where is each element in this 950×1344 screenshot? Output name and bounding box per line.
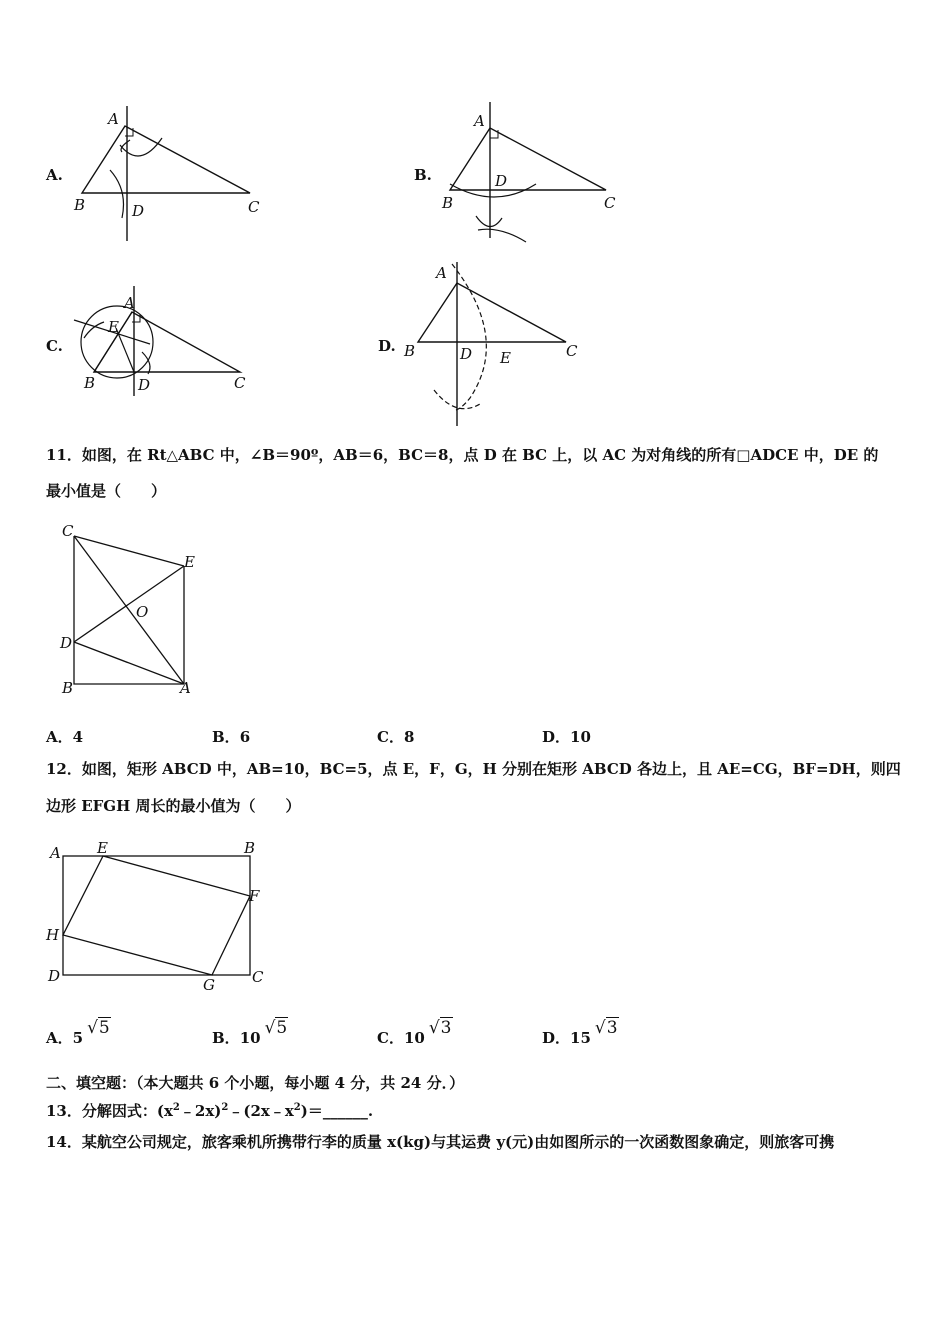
point-label: D (60, 634, 73, 652)
option-b-label: B. (414, 166, 432, 184)
point-label: A (124, 294, 135, 312)
q11-answer-d: D．10 (542, 728, 591, 746)
point-label: B (404, 342, 416, 360)
q12-answer-b: B．10 √5 (212, 1018, 288, 1047)
point-label: C (604, 194, 616, 212)
point-label: D (132, 202, 145, 220)
point-label: G (203, 976, 215, 994)
point-label: C (62, 522, 74, 540)
q12-answer-a: A．5 √5 (46, 1018, 110, 1047)
point-label: B (62, 679, 74, 697)
point-label: B (442, 194, 454, 212)
q11-text-line1: 11．如图，在 Rt△ABC 中，∠B＝90º，AB＝6，BC＝8，点 D 在 BC 上，以 AC 为对角线的所有□ADCE 中，DE 的 (46, 446, 879, 464)
figure-option-d (400, 258, 590, 428)
point-label: D (138, 376, 151, 394)
point-label: O (136, 603, 149, 621)
option-a-label: A. (46, 166, 63, 184)
point-label: A (180, 679, 191, 697)
point-label: C (252, 968, 264, 986)
q12-figure (40, 836, 270, 996)
point-label: B (244, 839, 256, 857)
q11-figure (50, 518, 210, 698)
point-label: H (46, 926, 60, 944)
figure-option-a (70, 100, 270, 245)
point-label: E (184, 553, 195, 571)
q11-answer-a: A．4 (46, 728, 84, 746)
point-label: C (248, 198, 260, 216)
point-label: A (50, 844, 61, 862)
point-label: A (108, 110, 119, 128)
point-label: A (474, 112, 485, 130)
q14-text-line1: 14．某航空公司规定，旅客乘机所携带行李的质量 x(kg)与其运费 y(元)由如图所示的一次函数图象确定，则旅客可携 (46, 1133, 835, 1151)
option-d-label: D. (378, 337, 396, 355)
point-label: E (108, 318, 119, 336)
point-label: D (48, 967, 61, 985)
q11-answer-b: B．6 (212, 728, 251, 746)
figure-option-b (440, 100, 640, 245)
point-label: C (566, 342, 578, 360)
figure-option-c (70, 282, 260, 402)
q13-text: 13．分解因式：$(x^2﹣2x)^2﹣(2x﹣x^2)=\_\_\_\_\_\_$. (46, 1102, 374, 1120)
point-label: E (97, 839, 108, 857)
point-label: C (234, 374, 246, 392)
q12-text-line2: 边形 EFGH 周长的最小值为（ ） (46, 797, 301, 815)
q11-text-line2: 最小值是（ ） (46, 482, 167, 500)
option-c-label: C. (46, 337, 63, 355)
section-title: 二、填空题：（本大题共 6 个小题，每小题 4 分，共 24 分．） (46, 1074, 465, 1092)
point-label: B (74, 196, 86, 214)
point-label: A (436, 264, 447, 282)
point-label: F (249, 887, 260, 905)
q12-answer-d: D．15 √3 (542, 1018, 618, 1047)
point-label: B (84, 374, 96, 392)
point-label: E (500, 349, 511, 367)
q12-answer-c: C．10 √3 (377, 1018, 452, 1047)
point-label: D (495, 172, 508, 190)
point-label: D (460, 345, 473, 363)
q11-answer-c: C．8 (377, 728, 415, 746)
q12-text-line1: 12．如图，矩形 ABCD 中，AB=10，BC=5，点 E，F，G，H 分别在矩形 ABCD 各边上，且 AE=CG，BF=DH，则四 (46, 760, 901, 778)
